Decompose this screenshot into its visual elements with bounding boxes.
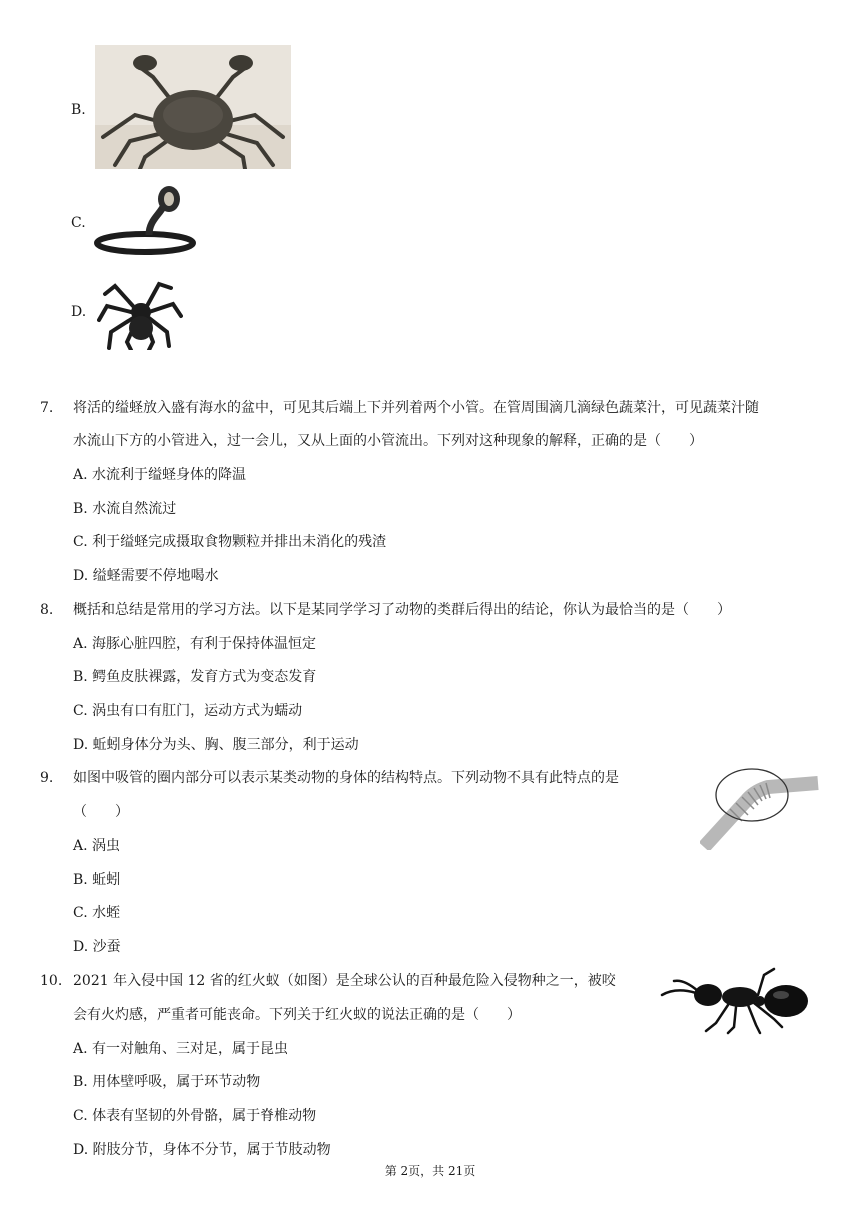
question-8-option-d: D. 蚯蚓身体分为头、胸、腹三部分，利于运动 [73, 737, 359, 753]
option-d-letter: D. [71, 304, 87, 320]
option-c-letter: C. [71, 215, 86, 231]
question-10-option-a: A. 有一对触角、三对足，属于昆虫 [73, 1041, 289, 1057]
question-9-option-b: B. 蚯蚓 [73, 872, 121, 888]
option-b-letter: B. [71, 102, 86, 118]
question-10-option-c: C. 体表有坚韧的外骨骼，属于脊椎动物 [73, 1108, 317, 1124]
cobra-snake-image [93, 185, 199, 255]
question-9-option-a: A. 涡虫 [73, 838, 121, 854]
question-8-stem-line1: 概括和总结是常用的学习方法。以下是某同学学习了动物的类群后得出的结论，你认为最恰当的是（ ） [73, 602, 731, 618]
question-8-option-b: B. 鳄鱼皮肤裸露，发育方式为变态发育 [73, 669, 317, 685]
question-10-option-d: D. 附肢分节，身体不分节，属于节肢动物 [73, 1142, 331, 1158]
page-footer: 第 2页，共 21页 [384, 1164, 476, 1178]
question-7-option-a: A. 水流利于缢蛏身体的降温 [73, 467, 247, 483]
question-10-stem-line2: 会有火灼感，严重者可能丧命。下列关于红火蚁的说法正确的是（ ） [73, 1007, 521, 1023]
question-10-stem-line1: 2021 年入侵中国 12 省的红火蚁（如图）是全球公认的百种最危险入侵物种之一，被咬 [73, 973, 616, 989]
question-9-number: 9. [40, 770, 54, 786]
crab-image [95, 45, 291, 169]
question-9-option-c: C. 水蛭 [73, 905, 121, 921]
question-9-stem-line1: 如图中吸管的圈内部分可以表示某类动物的身体的结构特点。下列动物不具有此特点的是 [73, 770, 619, 786]
question-7-option-d: D. 缢蛏需要不停地喝水 [73, 568, 219, 584]
question-8-option-c: C. 涡虫有口有肛门，运动方式为蠕动 [73, 703, 303, 719]
question-9-stem-line2: （ ） [73, 804, 129, 820]
question-7-option-c: C. 利于缢蛏完成摄取食物颗粒并排出未消化的残渣 [73, 534, 387, 550]
fire-ant-image [656, 965, 816, 1035]
straw-image [700, 765, 820, 850]
spider-image [97, 276, 183, 350]
question-9-option-d: D. 沙蚕 [73, 939, 121, 955]
question-8-number: 8. [40, 602, 54, 618]
question-7-stem-line2: 水流山下方的小管进入，过一会儿，又从上面的小管流出。下列对这种现象的解释，正确的是（ ） [73, 433, 703, 449]
question-7-number: 7. [40, 400, 54, 416]
question-8-option-a: A. 海豚心脏四腔，有利于保持体温恒定 [73, 636, 317, 652]
question-7-stem-line1: 将活的缢蛏放入盛有海水的盆中，可见其后端上下并列着两个小管。在管周围滴几滴绿色蔬菜汁，可见蔬菜汁随 [73, 400, 759, 416]
question-10-option-b: B. 用体壁呼吸，属于环节动物 [73, 1074, 261, 1090]
question-10-number: 10. [40, 973, 63, 989]
question-7-option-b: B. 水流自然流过 [73, 501, 177, 517]
